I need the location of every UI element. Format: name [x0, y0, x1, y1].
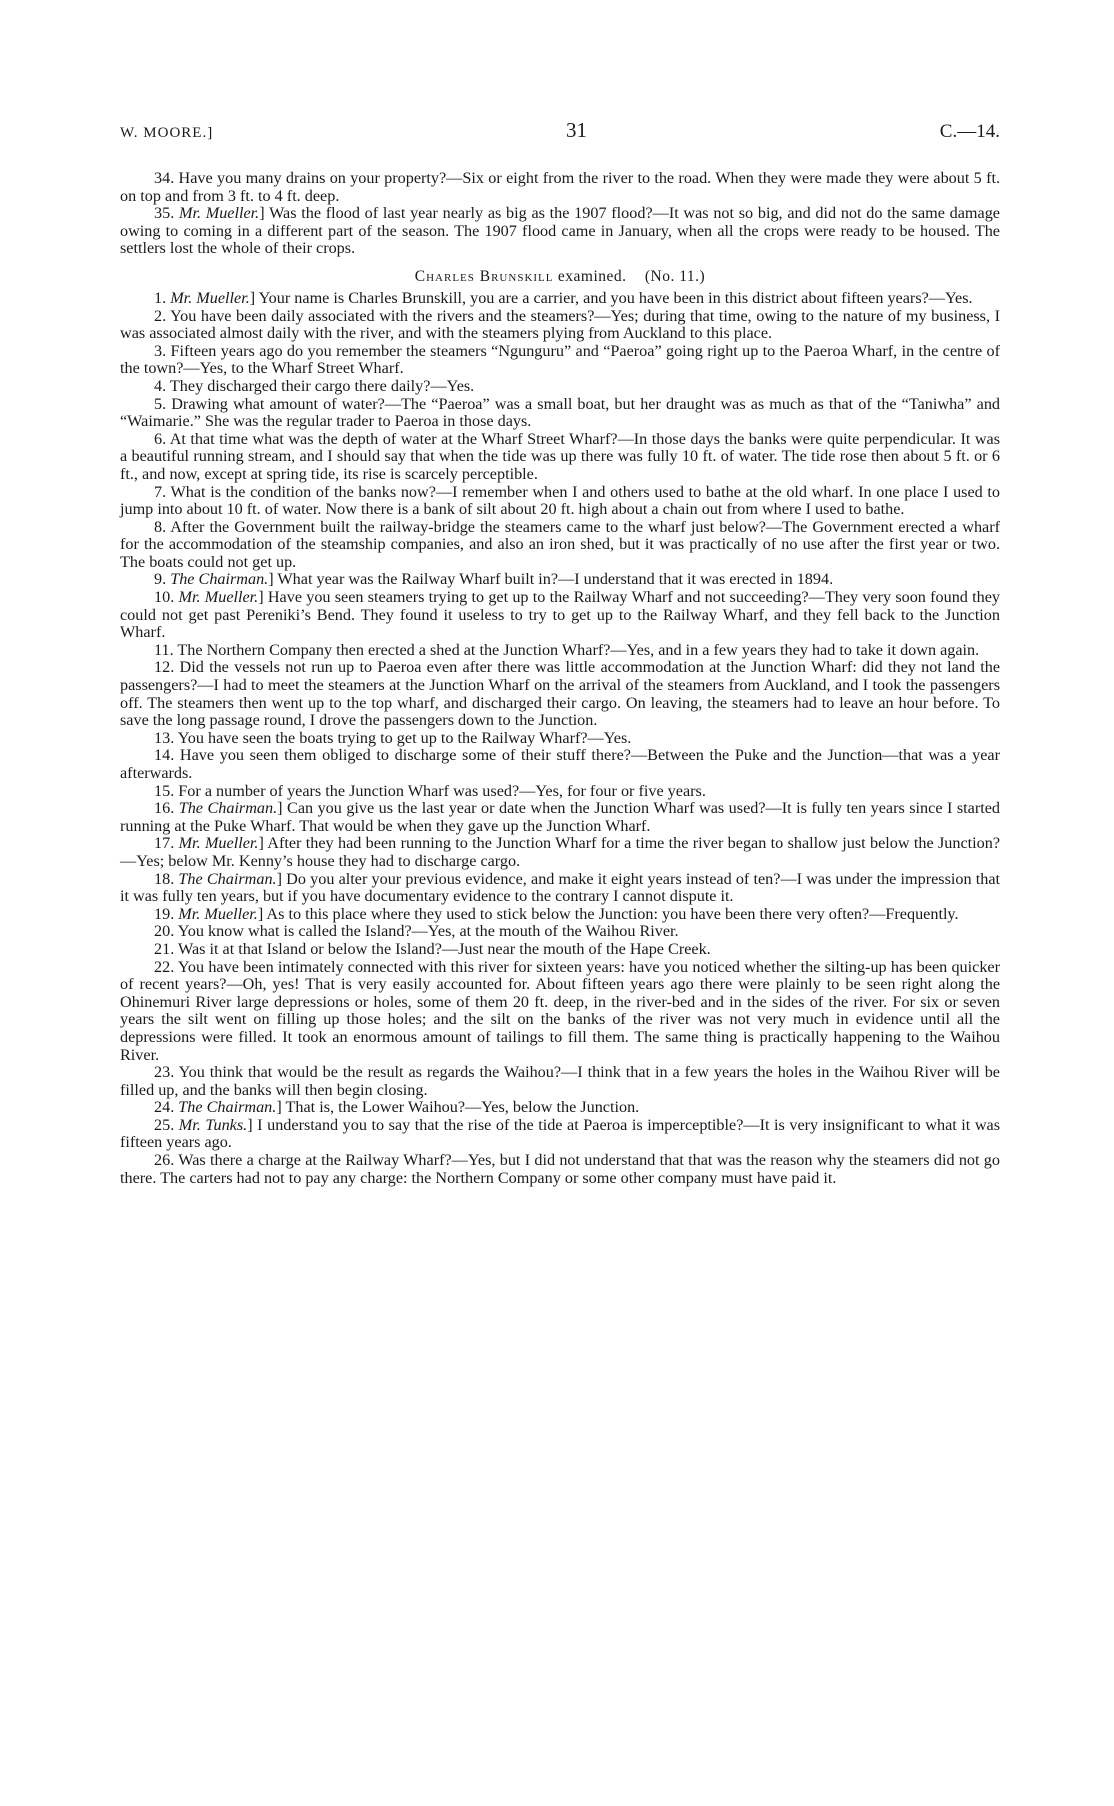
speaker-name: Mr. Mueller. — [178, 588, 259, 607]
question-paragraph — [120, 747, 1000, 782]
question-paragraph: 19. Mr. Mueller.] As to this place where they used to stick below the Junction: you have been there very often?—Frequently. — [154, 904, 959, 923]
document-page — [120, 118, 1000, 1187]
question-paragraph — [120, 378, 1000, 396]
examination-verb: examined. — [557, 267, 627, 285]
question-number: 20. — [154, 922, 175, 941]
question-paragraph — [120, 659, 1000, 729]
question-paragraph — [120, 170, 1000, 205]
question-text: At that time what was the depth of water at the Wharf Street Wharf?—In those days the banks were quite perpendicular. It was a beautiful running stream, and I should say that when the tide was up there was fully 10 ft. of water. The tide rose then about 5 ft. or 6 ft., and now, except at spring tide, its rise is scarcely perceptible. — [120, 429, 1000, 483]
testimony-block-moore — [120, 170, 1000, 258]
question-number: 9. — [154, 570, 167, 589]
question-paragraph — [120, 1152, 1000, 1187]
question-number: 7. — [154, 482, 167, 501]
question-number: 21. — [154, 939, 175, 958]
question-text: Have you seen them obliged to discharge some of their stuff there?—Between the Puke and the Junction—that was a year afterwards. — [120, 746, 1000, 782]
question-paragraph: 18. The Chairman.] Do you alter your previous evidence, and make it eight years instead of ten?—I was under the impression that it was fully ten years, but if you have documentary evidence to the contrary I cannot dispute it. — [120, 869, 1001, 906]
speaker-name: The Chairman. — [178, 1098, 277, 1117]
question-text: Drawing what amount of water?—The “Paeroa” was a small boat, but her draught was as much as that of the “Taniwha” and “Waimarie.” She was the regular trader to Paeroa in those days. — [120, 394, 1001, 431]
question-text: After they had been running to the Junction Wharf for a time the river began to shallow just below the Junction?—Yes; below Mr. Kenny’s house they had to discharge cargo. — [120, 834, 1001, 870]
question-paragraph — [120, 783, 1000, 801]
question-text: Did the vessels not run up to Paeroa even after there was little accommodation at the Junction Wharf: did they not land the passengers?—I had to meet the steamers at the Junction Wharf on the arrival of the steamers from Auckland, and I took the passengers off. The steamers then went up to the top wharf, and discharged their cargo. On leaving, the steamers had to leave an hour before. To save the long passage round, I drove the passengers down to the Junction. — [120, 658, 1001, 730]
question-number: 12. — [154, 658, 175, 677]
speaker-name: The Chairman. — [178, 869, 277, 888]
question-number: 13. — [154, 728, 175, 747]
question-number: 3. — [154, 341, 167, 360]
question-number: 18. — [154, 869, 175, 888]
question-number: 11. — [154, 640, 174, 659]
question-number: 35. — [154, 204, 175, 223]
question-paragraph — [120, 519, 1000, 572]
question-paragraph — [120, 431, 1000, 484]
question-paragraph — [120, 308, 1000, 343]
question-text: You have seen the boats trying to get up to the Railway Wharf?—Yes. — [177, 728, 632, 747]
question-text: Was the flood of last year nearly as big as the 1907 flood?—It was not so big, and did not do the same damage owing to coming in a different part of the season. The 1907 flood came in January, when all the crops were ready to be housed. The settlers lost the whole of their crops. — [120, 204, 1000, 258]
question-text: You know what is called the Island?—Yes, at the mouth of the Waihou River. — [177, 922, 679, 941]
question-paragraph: 35. Mr. Mueller.] Was the flood of last year nearly as big as the 1907 flood?—It was not so big, and did not do the same damage owing to coming in a different part of the season. The 1907 flood came in January, when all the crops were ready to be housed. The settlers lost the whole of their crops. — [120, 204, 1000, 258]
witness-name: Charles Brunskill — [414, 267, 554, 285]
speaker-name: The Chairman. — [170, 570, 269, 589]
question-text: What is the condition of the banks now?—I remember when I and others used to bathe at the old wharf. In one place I used to jump into about 10 ft. of water. Now there is a bank of silt about 20 ft. high about a chain out from where I used to bathe. — [120, 482, 1000, 519]
question-number: 2. — [154, 306, 167, 325]
question-paragraph: 17. Mr. Mueller.] After they had been running to the Junction Wharf for a time the river began to shallow just below the Junction?—Yes; below Mr. Kenny’s house they had to discharge cargo. — [120, 834, 1001, 870]
question-text: For a number of years the Junction Wharf was used?—Yes, for four or five years. — [178, 781, 706, 800]
question-text: Fifteen years ago do you remember the steamers “Ngunguru” and “Paeroa” going right up to the Paeroa Wharf, in the centre of the town?—Yes, to the Wharf Street Wharf. — [120, 341, 1001, 378]
question-text: As to this place where they used to stick below the Junction: you have been there very often?—Frequently. — [266, 904, 959, 923]
question-number: 14. — [154, 746, 175, 765]
question-number: 26. — [154, 1151, 175, 1170]
speaker-name: Mr. Tunks. — [178, 1115, 248, 1134]
question-text: You have been daily associated with the rivers and the steamers?—Yes; during that time, owing to the nature of my business, I was associated almost daily with the river, and with the steamers plying from Auckland to this place. — [120, 306, 1000, 343]
question-number: 1. — [154, 288, 167, 307]
document-code: C.—14. — [939, 121, 1000, 142]
question-paragraph — [120, 923, 1000, 941]
speaker-name: Mr. Mueller. — [178, 204, 260, 223]
question-paragraph: 24. The Chairman.] That is, the Lower Waihou?—Yes, below the Junction. — [154, 1098, 640, 1117]
question-paragraph: 25. Mr. Tunks.] I understand you to say that the rise of the tide at Paeroa is imperceptible?—It is very insignificant to what it was fifteen years ago. — [120, 1115, 1001, 1152]
question-number: 10. — [154, 588, 175, 607]
question-text: You have been intimately connected with this river for sixteen years: have you noticed whether the silting-up has been quicker of recent years?—Oh, yes! That is very easily accounted for. About fifteen years ago there were plainly to be seen right along the Ohinemuri River large depressions or holes, some of them 20 ft. deep, in the river-bed and in the sides of the river. For six or seven years the silt went on filling up those holes; and the silt on the banks of the river was not very much in evidence until all the depressions were filled. It took an enormous amount of tailings to fill them. The same thing is practically happening to the Waihou River. — [120, 957, 1000, 1064]
question-text: Was it at that Island or below the Island?—Just near the mouth of the Hape Creek. — [178, 939, 711, 958]
speaker-name: Mr. Mueller. — [170, 288, 250, 307]
page-header — [120, 118, 1000, 152]
speaker-name: Mr. Mueller. — [178, 834, 259, 853]
question-paragraph — [120, 730, 1000, 748]
question-number: 23. — [154, 1063, 175, 1082]
question-paragraph — [120, 484, 1000, 519]
question-text: Your name is Charles Brunskill, you are a carrier, and you have been in this district about fifteen years?—Yes. — [258, 288, 973, 307]
question-paragraph — [120, 642, 1000, 660]
question-paragraph: 9. The Chairman.] What year was the Railway Wharf built in?—I understand that it was erected in 1894. — [154, 570, 834, 589]
question-paragraph — [120, 396, 1000, 431]
witness-number: (No. 11.) — [644, 267, 706, 285]
question-text: The Northern Company then erected a shed at the Junction Wharf?—Yes, and in a few years they had to take it down again. — [177, 640, 980, 659]
question-paragraph: 10. Mr. Mueller.] Have you seen steamers trying to get up to the Railway Wharf and not succeeding?—They very soon found they could not get past Pereniki’s Bend. They found it useless to try to get up to the Railway Wharf, and they fell back to the Junction Wharf. — [120, 588, 1000, 642]
question-number: 5. — [154, 394, 167, 413]
question-text: They discharged their cargo there daily?—Yes. — [169, 376, 475, 395]
question-number: 24. — [154, 1098, 175, 1117]
question-paragraph — [120, 1064, 1000, 1099]
speaker-name: The Chairman. — [178, 799, 278, 818]
question-text: That is, the Lower Waihou?—Yes, below the Junction. — [285, 1098, 640, 1117]
witness-header: W. MOORE.] — [120, 125, 214, 141]
question-number: 22. — [154, 957, 175, 976]
question-paragraph — [120, 941, 1000, 959]
question-number: 8. — [154, 517, 167, 536]
examination-heading — [120, 268, 1000, 286]
question-paragraph: 1. Mr. Mueller.] Your name is Charles Brunskill, you are a carrier, and you have been in this district about fifteen years?—Yes. — [154, 288, 973, 307]
question-text: You think that would be the result as regards the Waihou?—I think that in a few years the holes in the Waihou River will be filled up, and the banks will then begin closing. — [120, 1063, 1000, 1099]
question-paragraph — [120, 343, 1000, 378]
question-paragraph: 16. The Chairman.] Can you give us the last year or date when the Junction Wharf was used?—It is fully ten years since I started running at the Puke Wharf. That would be when they gave up the Junction Wharf. — [120, 799, 1000, 835]
question-number: 6. — [154, 429, 167, 448]
question-paragraph — [120, 959, 1000, 1065]
question-text: Have you seen steamers trying to get up to the Railway Wharf and not succeeding?—They very soon found they could not get past Pereniki’s Bend. They found it useless to try to get up to the Railway Wharf, and they fell back to the Junction Wharf. — [120, 588, 1000, 642]
question-number: 19. — [154, 904, 175, 923]
question-text: Can you give us the last year or date when the Junction Wharf was used?—It is fully ten years since I started running at the Puke Wharf. That would be when they gave up the Junction Wharf. — [120, 799, 1000, 835]
question-number: 17. — [154, 834, 175, 853]
question-number: 34. — [154, 169, 175, 187]
question-number: 15. — [154, 781, 175, 800]
question-number: 25. — [154, 1115, 175, 1134]
question-text: Have you many drains on your property?—Six or eight from the river to the road. When they were made they were about 5 ft. on top and from 3 ft. to 4 ft. deep. — [120, 169, 1001, 205]
question-text: What year was the Railway Wharf built in?—I understand that it was erected in 1894. — [277, 570, 834, 589]
question-text: Do you alter your previous evidence, and make it eight years instead of ten?—I was under the impression that it was fully ten years, but if you have documentary evidence to the contrary I cannot dispute it. — [120, 869, 1001, 906]
question-text: Was there a charge at the Railway Wharf?—Yes, but I did not understand that that was the reason why the steamers did not go there. The carters had not to pay any charge: the Northern Company or some other company must have paid it. — [120, 1151, 1000, 1187]
page-number: 31 — [566, 118, 587, 142]
question-text: I understand you to say that the rise of the tide at Paeroa is imperceptible?—It is very insignificant to what it was fifteen years ago. — [120, 1115, 1001, 1152]
speaker-name: Mr. Mueller. — [178, 904, 258, 923]
testimony-block-brunskill — [120, 290, 1000, 1187]
question-number: 4. — [154, 376, 167, 395]
question-number: 16. — [154, 799, 175, 818]
question-text: After the Government built the railway-bridge the steamers came to the wharf just below?—The Government erected a wharf for the accommodation of the steamship companies, and also an iron shed, but it was practically of no use after the first year or two. The boats could not get up. — [120, 517, 1001, 571]
